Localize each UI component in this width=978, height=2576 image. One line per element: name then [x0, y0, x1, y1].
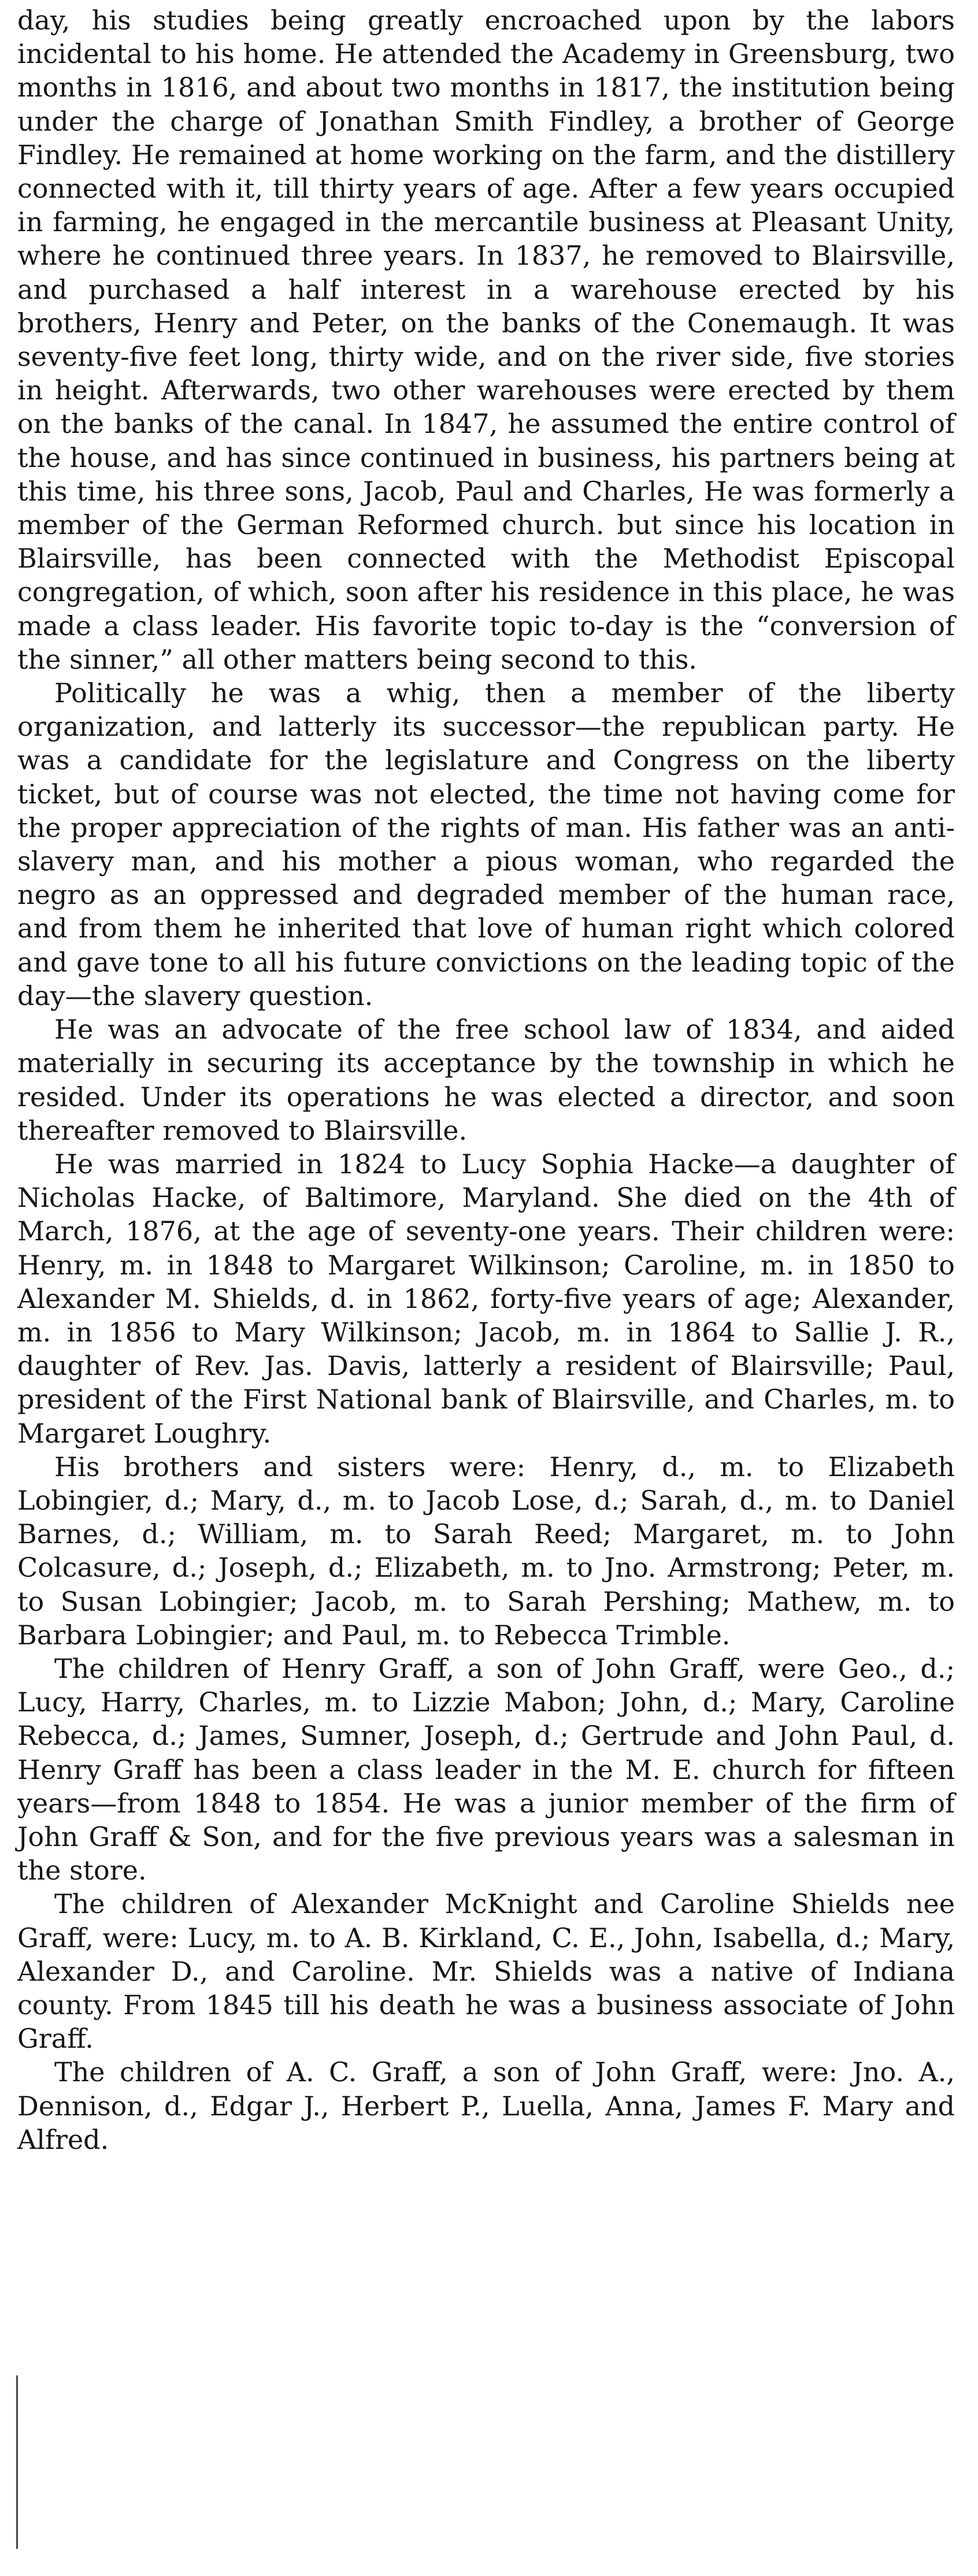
paragraph-2: Politically he was a whig, then a member of the liberty organization, and latterly its successor—the republican party. He was a candidate for the legislature and Congress on the liberty ticket, but of course was not elected, the time not having come for the proper appreciation of the rights of man. His father was an anti-slavery man, and his mother a pious woman, who regarded the negro as an oppressed and degraded member of the human race, and from them he inherited that love of human right which colored and gave tone to all his future convictions on the leading topic of the day—the slavery question.	[17, 677, 955, 1011]
paragraph-8: The children of A. C. Graff, a son of John Graff, were: Jno. A., Dennison, d., Edgar J., Herbert P., Luella, Anna, James F. Mary and Alfred.	[17, 2056, 955, 2155]
paragraph-5: His brothers and sisters were: Henry, d., m. to Elizabeth Lobingier, d.; Mary, d., m. to Jacob Lose, d.; Sarah, d., m. to Daniel Barnes, d.; William, m. to Sarah Reed; Margaret, m. to John Colcasure, d.; Joseph, d.; Elizabeth, m. to Jno. Armstrong; Peter, m. to Susan Lobingier; Jacob, m. to Sarah Pershing; Mathew, m. to Barbara Lobingier; and Paul, m. to Rebecca Trimble.	[17, 1451, 955, 1651]
paragraph-7: The children of Alexander McKnight and Caroline Shields nee Graff, were: Lucy, m. to A. B. Kirkland, C. E., John, Isabella, d.; Mary, Alexander D., and Caroline. Mr. Shields was a native of Indiana county. From 1845 till his death he was a business associate of John Graff.	[17, 1888, 955, 2055]
paragraph-3: He was an advocate of the free school law of 1834, and aided materially in securing its acceptance by the township in which he resided. Under its operations he was elected a director, and soon thereafter removed to Blairsville.	[17, 1014, 955, 1146]
paragraph-6: The children of Henry Graff, a son of John Graff, were Geo., d.; Lucy, Harry, Charles, m. to Lizzie Mabon; John, d.; Mary, Caroline Rebecca, d.; James, Sumner, Joseph, d.; Gertrude and John Paul, d. Henry Graff has been a class leader in the M. E. church for fifteen years—from 1848 to 1854. He was a junior member of the firm of John Graff & Son, and for the five previous years was a salesman in the store.	[17, 1652, 955, 1886]
margin-rule	[16, 2375, 18, 2549]
paragraph-4: He was married in 1824 to Lucy Sophia Hacke—a daughter of Nicholas Hacke, of Baltimore, Maryland. She died on the 4th of March, 1876, at the age of seventy-one years. Their children were: Henry, m. in 1848 to Margaret Wilkinson; Caroline, m. in 1850 to Alexander M. Shields, d. in 1862, forty-five years of age; Alexander, m. in 1856 to Mary Wilkinson; Jacob, m. in 1864 to Sallie J. R., daughter of Rev. Jas. Davis, latterly a resident of Blairsville; Paul, president of the First National bank of Blairsville, and Charles, m. to Margaret Loughry.	[17, 1148, 955, 1449]
paragraph-1: day, his studies being greatly encroached upon by the labors incidental to his home. He attended the Academy in Greensburg, two months in 1816, and about two months in 1817, the institution being under the charge of Jonathan Smith Findley, a brother of George Findley. He remained at home working on the farm, and the distillery connected with it, till thirty years of age. After a few years occupied in farming, he engaged in the mercantile business at Pleasant Unity, where he continued three years. In 1837, he removed to Blairsville, and purchased a half interest in a warehouse erected by his brothers, Henry and Peter, on the banks of the Conemaugh. It was seventy-five feet long, thirty wide, and on the river side, five stories in height. Afterwards, two other warehouses were erected by them on the banks of the canal. In 1847, he assumed the entire control of the house, and has since continued in business, his partners being at this time, his three sons, Jacob, Paul and Charles, He was formerly a member of the German Reformed church. but since his location in Blairsville, has been connected with the Methodist Episcopal congregation, of which, soon after his residence in this place, he was made a class leader. His favorite topic to-day is the “conversion of the sinner,” all other matters being second to this.	[17, 5, 955, 675]
